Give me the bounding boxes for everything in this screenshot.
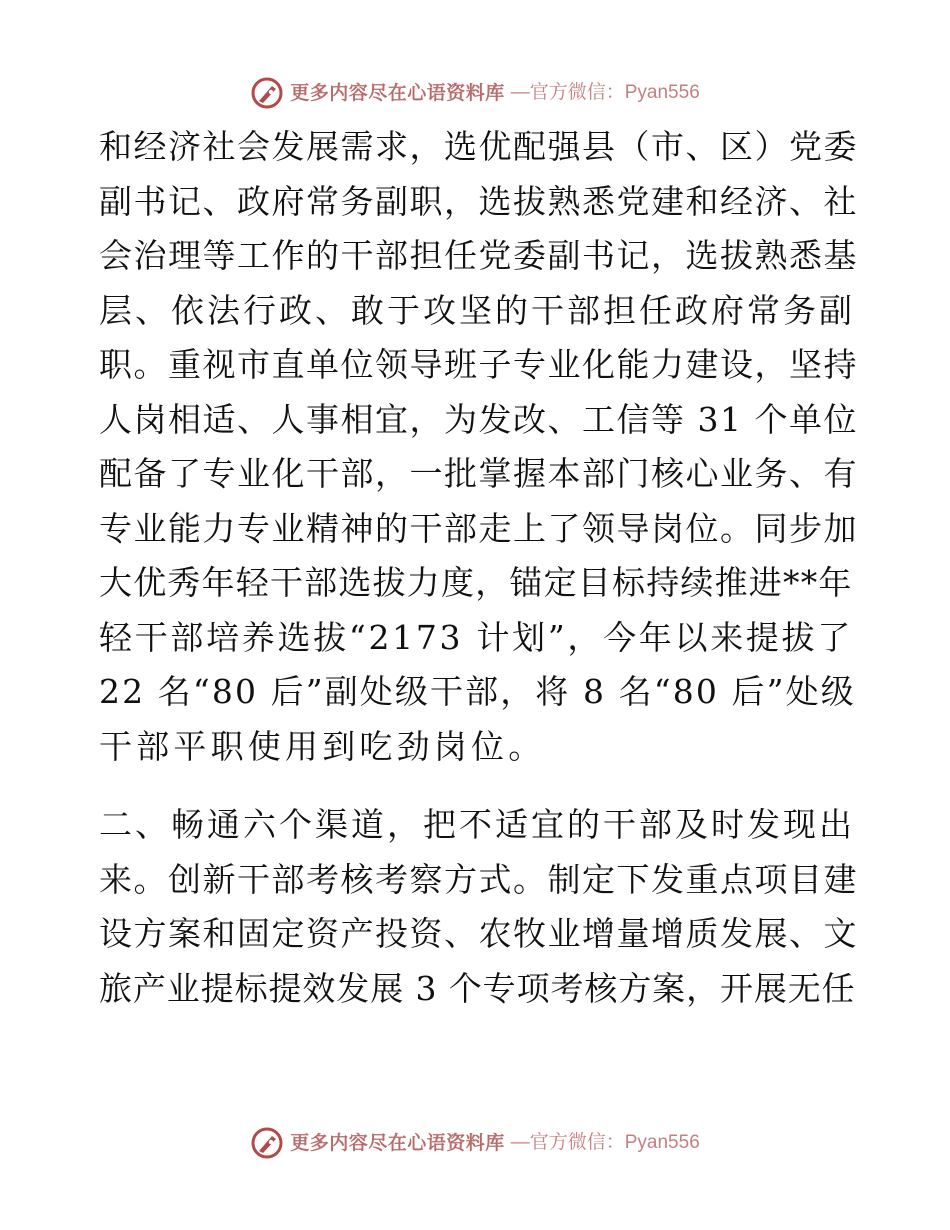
text-line: 专业能力专业精神的干部走上了领导岗位。同步加	[99, 508, 858, 548]
pen-logo-icon	[250, 76, 284, 110]
text-line: 配备了专业化干部，一批掌握本部门核心业务、有	[99, 454, 858, 493]
text-line: 设方案和固定资产投资、农牧业增量增质发展、文	[99, 914, 858, 953]
text-line: 会治理等工作的干部担任党委副书记，选拔熟悉基	[99, 236, 858, 275]
paragraph-2	[99, 798, 859, 1016]
text-line: 和经济社会发展需求，选优配强县（市、区）党委	[99, 127, 858, 166]
pen-logo-icon	[250, 1126, 284, 1160]
watermark-main-text: 更多内容尽在心语资料库	[290, 82, 505, 104]
paragraph-1	[99, 120, 859, 774]
footer-watermark	[0, 1126, 950, 1160]
text-line: 来。创新干部考核考察方式。制定下发重点项目建	[99, 859, 858, 899]
text-line: 副书记、政府常务副职，选拔熟悉党建和经济、社	[99, 181, 858, 221]
section-heading-line: 二、畅通六个渠道，把不适宜的干部及时发现出	[99, 805, 855, 844]
text-line: 层、依法行政、敢于攻坚的干部担任政府常务副	[99, 290, 855, 330]
paragraph-gap	[99, 774, 859, 798]
text-line: 轻干部培养选拔“2173 计划”，今年以来提拔了	[99, 617, 854, 657]
document-body	[99, 120, 859, 1016]
text-line: 旅产业提标提效发展 3 个专项考核方案，开展无任	[99, 968, 856, 1008]
watermark-sub-text: —官方微信：Pyan556	[510, 82, 700, 103]
text-line: 大优秀年轻干部选拔力度，锚定目标持续推进**年	[99, 563, 853, 602]
watermark-sub-text: —官方微信：Pyan556	[510, 1132, 700, 1153]
text-line: 职。重视市直单位领导班子专业化能力建设，坚持	[99, 345, 858, 384]
header-watermark	[0, 76, 950, 110]
text-line: 人岗相适、人事相宜，为发改、工信等 31 个单位	[99, 399, 858, 439]
text-line: 22 名“80 后”副处级干部，将 8 名“80 后”处级	[99, 672, 856, 711]
watermark-main-text: 更多内容尽在心语资料库	[290, 1132, 505, 1154]
text-line: 干部平职使用到吃劲岗位。	[99, 726, 546, 766]
